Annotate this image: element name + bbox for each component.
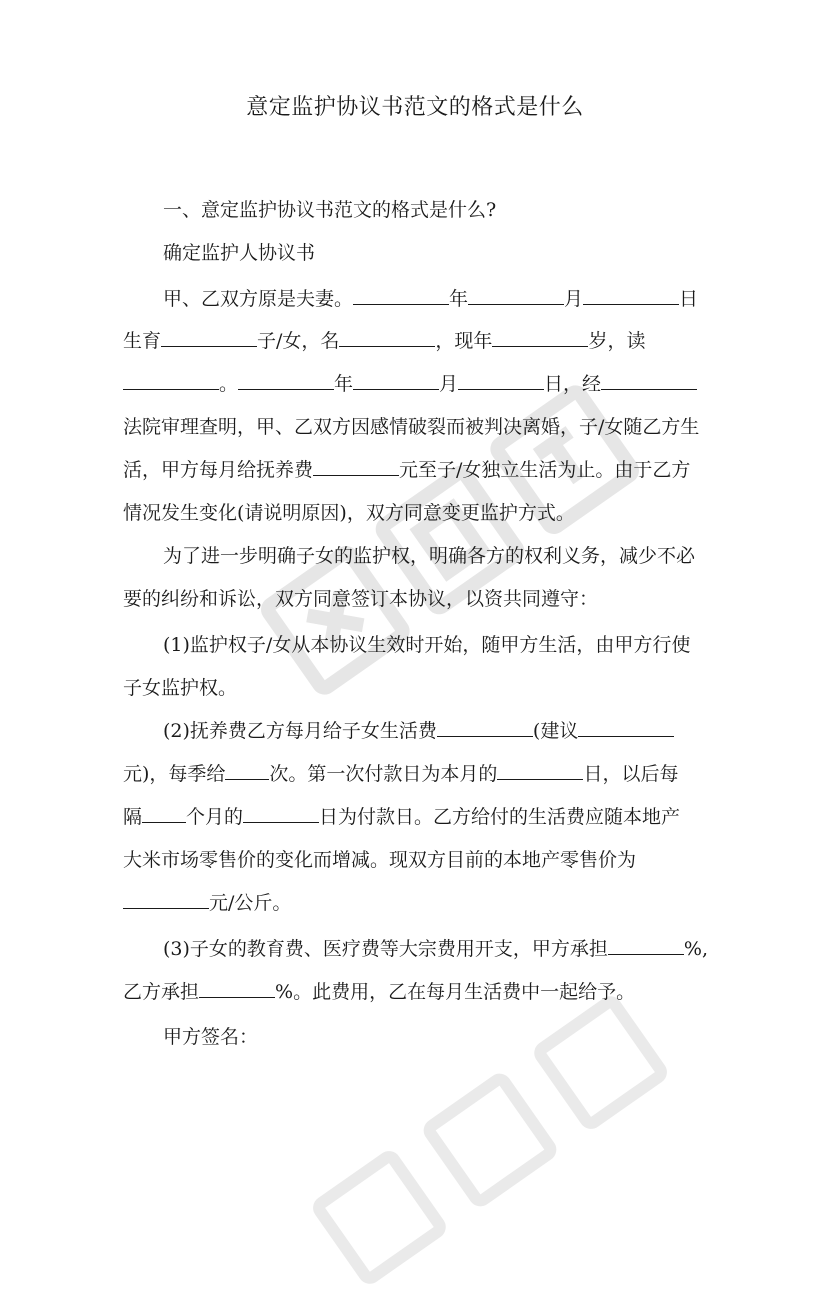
paragraph-line: 情况发生变化(请说明原因)，双方同意变更监护方式。 bbox=[123, 502, 575, 524]
fill-blank bbox=[601, 372, 697, 390]
clause-3-line bbox=[163, 937, 708, 961]
text-fragment: 年 bbox=[334, 373, 354, 395]
text-fragment: 年 bbox=[449, 288, 469, 310]
signature-label: 甲方签名： bbox=[163, 1026, 259, 1048]
text-fragment: 隔 bbox=[123, 806, 143, 828]
text-fragment: 。 bbox=[219, 373, 239, 395]
text-fragment: 子/女，名 bbox=[257, 330, 340, 352]
text-fragment: 日为付款日。乙方给付的生活费应随本地产 bbox=[319, 806, 681, 828]
document-title: 意定监护协议书范文的格式是什么 bbox=[246, 95, 584, 120]
clause-2-line bbox=[123, 762, 678, 786]
text-fragment: 日 bbox=[679, 288, 699, 310]
text-fragment: 个月的 bbox=[186, 806, 244, 828]
fill-blank bbox=[339, 329, 435, 347]
text-fragment: %。此费用，乙在每月生活费中一起给予。 bbox=[275, 981, 636, 1003]
fill-blank bbox=[243, 805, 319, 823]
fill-blank bbox=[225, 762, 269, 780]
fill-blank bbox=[497, 762, 583, 780]
document-subtitle: 确定监护人协议书 bbox=[163, 242, 316, 264]
section-heading: 一、意定监护协议书范文的格式是什么? bbox=[163, 199, 497, 221]
clause-1-line: (1)监护权子/女从本协议生效时开始，随甲方生活，由甲方行使 bbox=[163, 634, 691, 656]
paragraph-line bbox=[163, 287, 698, 311]
clause-3-line bbox=[123, 980, 635, 1004]
watermark-logo-lower bbox=[300, 982, 680, 1298]
text-fragment: 岁，读 bbox=[588, 330, 646, 352]
fill-blank bbox=[468, 287, 564, 305]
fill-blank bbox=[492, 329, 588, 347]
text-fragment: 日，经 bbox=[544, 373, 602, 395]
text-fragment: 元/公斤。 bbox=[209, 892, 292, 914]
text-fragment: 甲、乙双方原是夫妻。 bbox=[163, 288, 354, 310]
text-fragment: 月 bbox=[564, 288, 584, 310]
text-fragment: 日，以后每 bbox=[583, 763, 679, 785]
fill-blank bbox=[161, 329, 257, 347]
text-fragment: (2)抚养费乙方每月给子女生活费 bbox=[163, 720, 437, 742]
paragraph-line bbox=[123, 372, 697, 396]
clause-2-line bbox=[123, 805, 680, 829]
text-fragment: 活，甲方每月给抚养费 bbox=[123, 459, 314, 481]
paragraph-line: 要的纠纷和诉讼，双方同意签订本协议，以资共同遵守： bbox=[123, 588, 599, 610]
text-fragment: 生育 bbox=[123, 330, 162, 352]
paragraph-line: 法院审理查明，甲、乙双方因感情破裂而被判决离婚，子/女随乙方生 bbox=[123, 416, 700, 438]
clause-2-line bbox=[123, 891, 291, 915]
paragraph-line bbox=[123, 458, 690, 482]
text-fragment: (3)子女的教育费、医疗费等大宗费用开支，甲方承担 bbox=[163, 938, 608, 960]
text-fragment: 月 bbox=[439, 373, 459, 395]
fill-blank bbox=[353, 287, 449, 305]
text-fragment: 次。第一次付款日为本月的 bbox=[269, 763, 498, 785]
clause-2-line: 大米市场零售价的变化而增减。现双方目前的本地产零售价为 bbox=[123, 849, 637, 871]
fill-blank bbox=[238, 372, 334, 390]
clause-2-line bbox=[163, 719, 674, 743]
text-fragment: (建议 bbox=[532, 720, 579, 742]
fill-blank bbox=[458, 372, 544, 390]
fill-blank bbox=[353, 372, 439, 390]
fill-blank bbox=[123, 372, 219, 390]
text-fragment: 乙方承担 bbox=[123, 981, 200, 1003]
paragraph-line bbox=[123, 329, 645, 353]
fill-blank bbox=[199, 980, 275, 998]
paragraph-line: 为了进一步明确子女的监护权，明确各方的权利义务，减少不必 bbox=[163, 545, 696, 567]
text-fragment: 元)，每季给 bbox=[123, 763, 226, 785]
clause-1-line: 子女监护权。 bbox=[123, 677, 238, 699]
text-fragment: 元至子/女独立生活为止。由于乙方 bbox=[399, 459, 691, 481]
fill-blank bbox=[578, 719, 674, 737]
text-fragment: ，现年 bbox=[435, 330, 493, 352]
fill-blank bbox=[123, 891, 209, 909]
text-fragment: %, bbox=[683, 938, 709, 960]
fill-blank bbox=[437, 719, 533, 737]
fill-blank bbox=[583, 287, 679, 305]
fill-blank bbox=[142, 805, 186, 823]
fill-blank bbox=[313, 458, 399, 476]
fill-blank bbox=[608, 937, 684, 955]
